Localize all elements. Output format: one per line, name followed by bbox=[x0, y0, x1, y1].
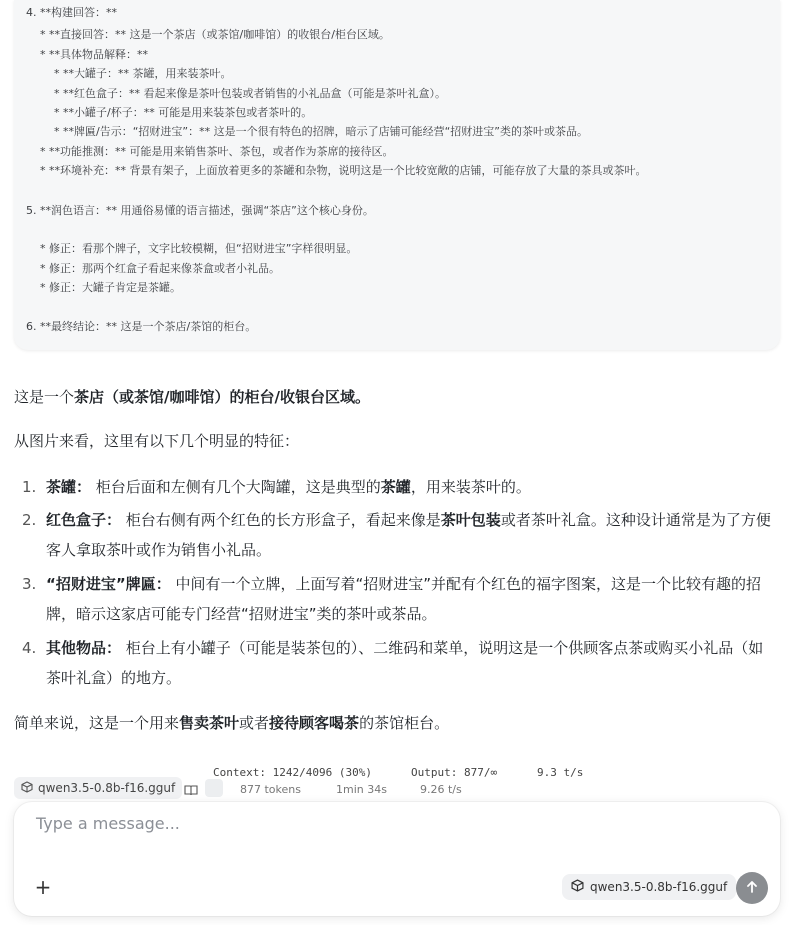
list-number: 2. bbox=[22, 511, 37, 529]
summary-text: 的茶馆柜台。 bbox=[359, 714, 450, 732]
reasoning-line: 6. **最终结论：** 这是一个茶店/茶馆的柜台。 bbox=[26, 320, 257, 333]
list-item-bold: 茶叶包装 bbox=[440, 511, 501, 529]
reasoning-line: * **小罐子/杯子：** 可能是用来装茶包或者茶叶的。 bbox=[54, 106, 313, 119]
list-item-bold: 茶罐 bbox=[380, 478, 411, 496]
list-item bbox=[22, 569, 782, 629]
list-item-text: 中间有一个立牌，上面写着“招财进宝”并配有个红色的福字图案，这是一个比较有趣的招牌，暗示这家店可能专门经营“招财进宝”类的茶叶或茶品。 bbox=[46, 575, 762, 623]
list-item-title: 其他物品： bbox=[46, 639, 122, 657]
reasoning-line: * **大罐子：** 茶罐，用来装茶叶。 bbox=[54, 67, 232, 80]
plus-icon: + bbox=[34, 875, 52, 899]
book-icon[interactable] bbox=[184, 781, 198, 800]
list-item-text: 或者茶叶礼盒。这种设计通常是为了方便客人拿取茶叶或作为销售小礼品。 bbox=[46, 511, 771, 559]
list-item-text: 柜台右侧有两个红色的长方形盒子，看起来像是 bbox=[121, 511, 441, 529]
reasoning-line: * **具体物品解释：** bbox=[40, 48, 148, 61]
reasoning-line: * **环境补充：** 背景有架子，上面放着更多的茶罐和杂物，说明这是一个比较宽敞的店铺，可能存放了大量的茶具或茶叶。 bbox=[40, 164, 647, 177]
summary-bold: 售卖茶叶 bbox=[179, 714, 240, 732]
list-item bbox=[22, 505, 782, 565]
list-item-text: 柜台上有小罐子（可能是装茶包的）、二维码和菜单，说明这是一个供顾客点茶或购买小礼品（如茶叶礼盒）的地方。 bbox=[46, 639, 764, 687]
token-count: 877 tokens bbox=[240, 783, 301, 796]
answer-intro-bold: 茶店（或茶馆/咖啡馆）的柜台/收银台区域。 bbox=[74, 388, 370, 406]
cube-icon bbox=[571, 879, 584, 895]
reasoning-line: * **功能推测：** 可能是用来销售茶叶、茶包，或者作为茶席的接待区。 bbox=[40, 145, 394, 158]
add-attachment-button[interactable] bbox=[28, 872, 58, 902]
reasoning-line: 4. **构建回答：** bbox=[26, 6, 117, 19]
model-selector[interactable] bbox=[562, 874, 736, 900]
answer-summary bbox=[14, 712, 449, 734]
list-number: 4. bbox=[22, 639, 37, 657]
token-rate: 9.26 t/s bbox=[420, 783, 462, 796]
output-stat: Output: 877/∞ bbox=[411, 766, 498, 779]
answer-intro bbox=[14, 386, 370, 408]
message-composer bbox=[14, 802, 780, 916]
model-selector-label: qwen3.5-0.8b-f16.gguf bbox=[590, 880, 728, 894]
list-item bbox=[22, 472, 782, 502]
reasoning-line: 5. **润色语言：** 用通俗易懂的语言描述，强调“茶店”这个核心身份。 bbox=[26, 204, 374, 217]
summary-text: 或者 bbox=[239, 714, 270, 732]
arrow-up-icon bbox=[745, 879, 759, 898]
summary-text: 简单来说，这是一个用来 bbox=[14, 714, 180, 732]
list-item-title: “招财进宝”牌匾： bbox=[46, 575, 171, 593]
reasoning-line: * 修正：那两个红盒子看起来像茶盒或者小礼品。 bbox=[40, 262, 280, 275]
answer-intro-text: 这是一个 bbox=[14, 388, 75, 406]
list-item-title: 红色盒子： bbox=[46, 511, 122, 529]
cube-icon bbox=[21, 781, 33, 796]
model-badge[interactable] bbox=[14, 777, 182, 799]
list-number: 1. bbox=[22, 478, 37, 496]
elapsed-time: 1min 34s bbox=[336, 783, 387, 796]
reasoning-line: * 修正：看那个牌子，文字比较模糊，但“招财进宝”字样很明显。 bbox=[40, 242, 358, 255]
stats-toggle-icon[interactable] bbox=[205, 779, 223, 797]
model-badge-label: qwen3.5-0.8b-f16.gguf bbox=[38, 781, 176, 795]
speed-stat: 9.3 t/s bbox=[537, 766, 584, 779]
summary-bold: 接待顾客喝茶 bbox=[269, 714, 360, 732]
list-item-title: 茶罐： bbox=[46, 478, 92, 496]
list-item-text: 柜台后面和左侧有几个大陶罐，这是典型的 bbox=[91, 478, 381, 496]
context-stat: Context: 1242/4096 (30%) bbox=[213, 766, 372, 779]
reasoning-line: * **直接回答：** 这是一个茶店（或茶馆/咖啡馆）的收银台/柜台区域。 bbox=[40, 28, 390, 41]
reasoning-panel bbox=[14, 0, 780, 350]
reasoning-line: * 修正：大罐子肯定是茶罐。 bbox=[40, 281, 181, 294]
list-number: 3. bbox=[22, 575, 37, 593]
reasoning-line: * **牌匾/告示：“招财进宝”：** 这是一个很有特色的招牌，暗示了店铺可能经营“招财进宝”类的茶叶或茶品。 bbox=[54, 125, 588, 138]
send-button[interactable] bbox=[736, 872, 768, 904]
message-input[interactable]: Type a message... bbox=[36, 814, 180, 833]
answer-lead: 从图片来看，这里有以下几个明显的特征： bbox=[14, 432, 300, 450]
list-item bbox=[22, 633, 782, 693]
list-item-text: ，用来装茶叶的。 bbox=[410, 478, 531, 496]
reasoning-line: * **红色盒子：** 看起来像是茶叶包装或者销售的小礼品盒（可能是茶叶礼盒）。 bbox=[54, 87, 446, 100]
